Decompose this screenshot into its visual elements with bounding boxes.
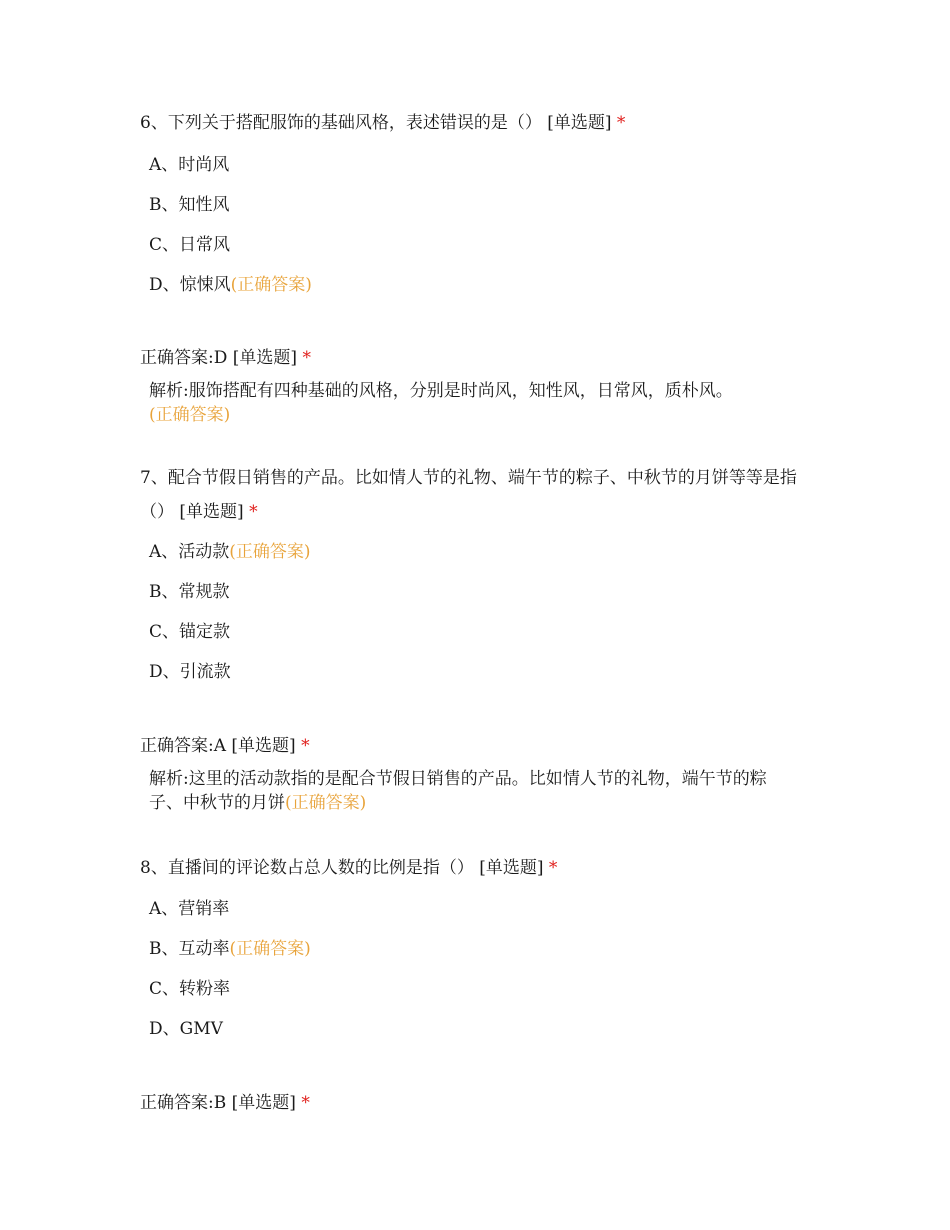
required-mark: *: [301, 1093, 310, 1113]
correct-answer-tag: (正确答案): [229, 939, 311, 959]
question-6-option-a: A、时尚风: [149, 155, 230, 175]
question-7-answer: [140, 734, 310, 758]
required-mark: *: [302, 348, 311, 368]
question-6-explanation: [149, 379, 799, 427]
question-7-option-d: D、引流款: [149, 662, 231, 682]
question-6-title: [140, 106, 625, 140]
correct-answer-tag: (正确答案): [149, 405, 231, 425]
explanation-text: 解析:这里的活动款指的是配合节假日销售的产品。比如情人节的礼物，端午节的粽子、中秋节的月饼: [149, 769, 767, 813]
question-7-option-c: C、锚定款: [149, 622, 231, 642]
question-7-option-a: A、活动款(正确答案): [149, 542, 311, 562]
question-7-option-b: B、常规款: [149, 582, 230, 602]
question-8-option-b: B、互动率(正确答案): [149, 939, 311, 959]
question-8-option-c: C、转粉率: [149, 979, 231, 999]
required-mark: *: [249, 502, 258, 522]
question-8-answer: [140, 1091, 310, 1115]
question-8-option-a: A、营销率: [149, 899, 230, 919]
question-6-answer: [140, 346, 311, 370]
question-6-option-c: C、日常风: [149, 235, 231, 255]
question-7-title: [140, 461, 820, 529]
required-mark: *: [616, 113, 626, 133]
question-text: 6、下列关于搭配服饰的基础风格，表述错误的是（）: [140, 113, 542, 133]
question-type-tag: [单选题]: [232, 348, 298, 368]
answer-text: 正确答案:A: [140, 736, 227, 756]
question-type-tag: [单选题]: [479, 858, 544, 878]
question-type-tag: [单选题]: [547, 113, 612, 133]
question-8-option-d: D、GMV: [149, 1019, 223, 1039]
question-type-tag: [单选题]: [231, 736, 296, 756]
question-7-explanation: [149, 767, 794, 815]
question-text: 7、配合节假日销售的产品。比如情人节的礼物、端午节的粽子、中秋节的月饼等等是指（）: [140, 468, 797, 522]
explanation-text: 解析:服饰搭配有四种基础的风格，分别是时尚风，知性风，日常风，质朴风。: [149, 381, 733, 401]
correct-answer-tag: (正确答案): [229, 542, 311, 562]
required-mark: *: [301, 736, 310, 756]
question-type-tag: [单选题]: [231, 1093, 296, 1113]
question-8-title: [140, 851, 557, 885]
answer-text: 正确答案:D: [140, 348, 228, 368]
correct-answer-tag: (正确答案): [230, 275, 312, 295]
question-text: 8、直播间的评论数占总人数的比例是指（）: [140, 858, 474, 878]
correct-answer-tag: (正确答案): [285, 793, 367, 813]
question-6-option-d: D、惊悚风(正确答案): [149, 275, 312, 295]
required-mark: *: [548, 858, 558, 878]
question-type-tag: [单选题]: [179, 502, 244, 522]
question-6-option-b: B、知性风: [149, 195, 230, 215]
answer-text: 正确答案:B: [140, 1093, 227, 1113]
